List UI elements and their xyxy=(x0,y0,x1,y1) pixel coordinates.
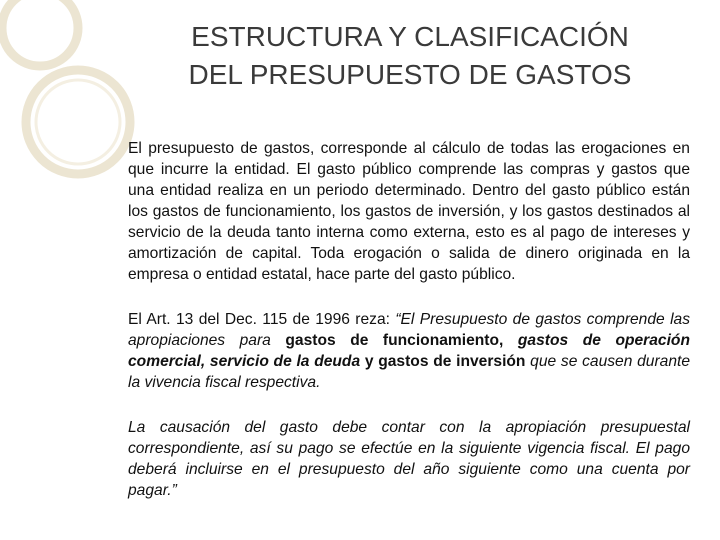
quote-bold-funcionamiento: gastos de funcionamiento xyxy=(285,332,500,349)
title-line-2: DEL PRESUPUESTO DE GASTOS xyxy=(188,59,632,90)
quote-intro: “El Presupuesto de gastos comprende las apropiaciones para xyxy=(128,311,690,349)
quote-comma-1: , xyxy=(499,332,518,349)
quote-comma-2: , xyxy=(200,353,210,370)
quote-bold-inversion: gastos de inversión xyxy=(378,353,526,370)
quote-bold-deuda: servicio de la deuda xyxy=(209,353,361,370)
page-title xyxy=(110,18,710,94)
paragraph-article-quote xyxy=(128,309,690,393)
paragraph-causacion: La causación del gasto debe contar con la apropiación presupuestal correspondiente, así su pago se efectúe en la siguiente vigencia fiscal. El pago deberá incluirse en el presupuesto del año siguiente como una cuenta por pagar.” xyxy=(128,419,690,499)
document-body xyxy=(128,138,690,501)
paragraph-definition: El presupuesto de gastos, corresponde al cálculo de todas las erogaciones en que incurre la entidad. El gasto público comprende las compras y gastos que una entidad realiza en un periodo determinado. Dentro del gasto público están los gastos de funcionamiento, los gastos de inversión, y los gastos destinados al servicio de la deuda tanto interna como externa, esto es al pago de intereses y amortización de capital. Toda erogación o salida de dinero originada en la empresa o entidad estatal, hace parte del gasto público. xyxy=(128,140,690,283)
title-line-1: ESTRUCTURA Y CLASIFICACIÓN xyxy=(191,21,629,52)
article-reference: El Art. 13 del Dec. 115 de 1996 reza: xyxy=(128,311,396,328)
quote-suffix: que se causen durante la vivencia fiscal respectiva. xyxy=(128,353,690,391)
quote-connector: y xyxy=(360,353,379,370)
quote-bold-operacion: gastos de operación comercial xyxy=(128,332,690,370)
